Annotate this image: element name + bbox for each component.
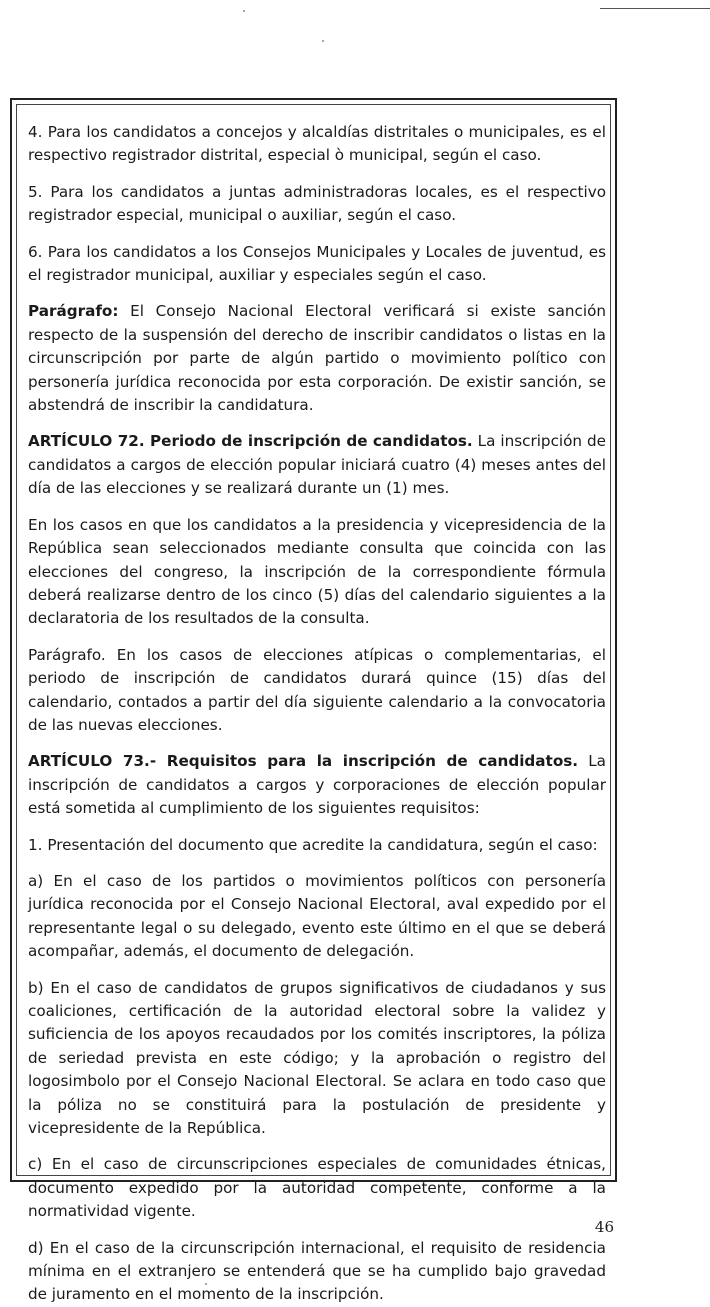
article-72-text: La inscripción de candidatos a cargos de elección popular iniciará cuatro (4) meses antes del día de las elecciones y se realizará durante un (1) mes. bbox=[28, 432, 606, 498]
paragrafo-label: Parágrafo: bbox=[28, 302, 119, 321]
document-body bbox=[28, 121, 606, 1307]
paragrafo bbox=[28, 300, 606, 417]
requirement-a: a) En el caso de los partidos o movimientos políticos con personería jurídica reconocida por el Consejo Nacional Electoral, aval expedido por el representante legal o su delegado, evento este último en el que se deberá acompañar, además, el documento de delegación. bbox=[28, 871, 606, 961]
scan-speck bbox=[243, 10, 245, 12]
article-73-heading: ARTÍCULO 73.- Requisitos para la inscripción de candidatos. bbox=[28, 752, 579, 771]
top-rule bbox=[600, 8, 710, 9]
requirement-c: c) En el caso de circunscripciones especiales de comunidades étnicas, documento expedido por la autoridad competente, conforme a la normatividad vigente. bbox=[28, 1155, 606, 1221]
article-73-text: La inscripción de candidatos a cargos y corporaciones de elección popular está sometida al cumplimiento de los siguientes requisitos: bbox=[28, 752, 606, 818]
paragraph-6: 6. Para los candidatos a los Consejos Municipales y Locales de juventud, es el registrador municipal, auxiliar y especiales según el caso. bbox=[28, 242, 606, 285]
page-number: 46 bbox=[594, 1218, 614, 1236]
paragrafo-text: El Consejo Nacional Electoral verificará si existe sanción respecto de la suspensión del derecho de inscribir candidatos o listas en la circunscripción por parte de algún partido o movimiento político con personería jurídica reconocida por esta corporación. De existir sanción, se abstendrá de inscribir la candidatura. bbox=[28, 302, 606, 415]
article-72-paragrafo: Parágrafo. En los casos de elecciones atípicas o complementarias, el periodo de inscripción de candidatos durará quince (15) días del calendario, contados a partir del día siguiente calendario a la convocatoria de las nuevas elecciones. bbox=[28, 645, 606, 734]
paragraph-5: 5. Para los candidatos a juntas administradoras locales, es el respectivo registrador especial, municipal o auxiliar, según el caso. bbox=[28, 182, 606, 225]
article-72 bbox=[28, 430, 606, 500]
article-73 bbox=[28, 750, 606, 820]
article-72-paragraph-2: En los casos en que los candidatos a la presidencia y vicepresidencia de la República sean seleccionados mediante consulta que coincida con las elecciones del congreso, la inscripción de la correspondiente fórmula deberá realizarse dentro de los cinco (5) días del calendario siguientes a la declaratoria de los resultados de la consulta. bbox=[28, 515, 606, 628]
requirement-1: 1. Presentación del documento que acredite la candidatura, según el caso: bbox=[28, 835, 598, 854]
requirement-b: b) En el caso de candidatos de grupos significativos de ciudadanos y sus coaliciones, certificación de la autoridad electoral sobre la validez y suficiencia de los apoyos recaudados por los comités inscriptores, la póliza de seriedad prevista en este código; y la aprobación o registro del logosimbolo por el Consejo Nacional Electoral. Se aclara en todo caso que la póliza no se constituirá para la postulación de presidente y vicepresidente de la República. bbox=[28, 978, 606, 1138]
paragraph-4: 4. Para los candidatos a concejos y alcaldías distritales o municipales, es el respectivo registrador distrital, especial ò municipal, según el caso. bbox=[28, 123, 606, 165]
scan-speck bbox=[322, 40, 324, 42]
requirement-d: d) En el caso de la circunscripción internacional, el requisito de residencia mínima en el extranjero se entenderá que se ha cumplido bajo gravedad de juramento en el momento de la inscripción. bbox=[28, 1238, 606, 1304]
article-72-heading: ARTÍCULO 72. Periodo de inscripción de candidatos. bbox=[28, 432, 473, 451]
